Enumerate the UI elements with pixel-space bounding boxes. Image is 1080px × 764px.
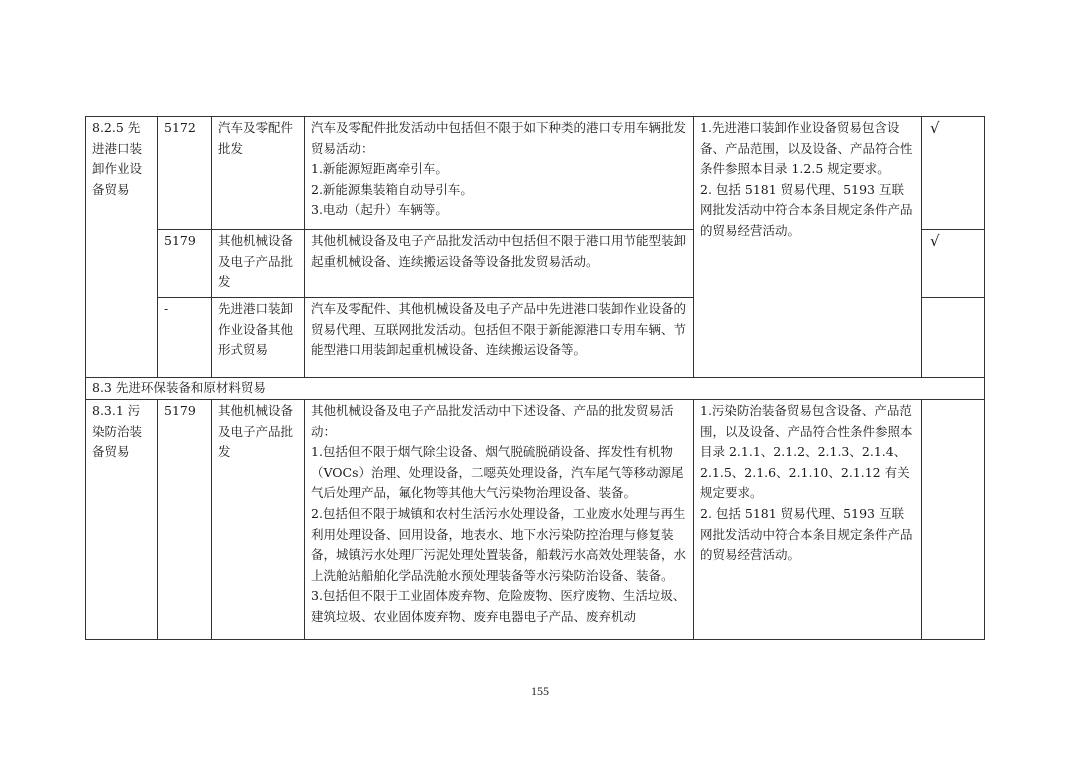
description-line: 2.新能源集装箱自动导引车。 (311, 181, 473, 197)
notes-cell (694, 400, 922, 640)
section-label-cell (86, 400, 158, 640)
description-cell (305, 117, 694, 230)
note-line: 1.先进港口装卸作业设备贸易包含设备、产品范围，以及设备、产品符合性条件参照本目录 1.2.5 规定要求。 (700, 120, 913, 177)
checkmark-cell (922, 400, 985, 640)
table-row (86, 117, 985, 230)
section-label: 8.3.1 污染防治装备贸易 (92, 403, 143, 460)
industry-category: 其他机械设备及电子产品批发 (212, 400, 305, 640)
industry-category: 汽车及零配件批发 (212, 117, 305, 230)
table-row (86, 400, 985, 640)
catalog-table (85, 116, 985, 640)
section-heading: 8.3 先进环保装备和原材料贸易 (86, 378, 985, 400)
notes-cell (694, 117, 922, 378)
description-line: 1.包括但不限于烟气除尘设备、烟气脱硫脱硝设备、挥发性有机物（VOCs）治理、处理设备，二噁英处理设备，汽车尾气等移动源尾气后处理产品，氟化物等其他大气污染物治理设备、装备。 (311, 444, 684, 501)
industry-code: 5172 (158, 117, 212, 230)
note-line: 2. 包括 5181 贸易代理、5193 互联网批发活动中符合本条目规定条件产品的贸易经营活动。 (700, 181, 913, 238)
checkmark-icon: √ (922, 117, 985, 230)
industry-code: 5179 (158, 400, 212, 640)
section-label-cell (86, 117, 158, 378)
description-line: 其他机械设备及电子产品批发活动中下述设备、产品的批发贸易活动： (311, 403, 674, 439)
industry-code: - (158, 298, 212, 378)
industry-category: 先进港口装卸作业设备其他形式贸易 (212, 298, 305, 378)
industry-code: 5179 (158, 230, 212, 298)
description-line: 3.电动（起升）车辆等。 (311, 202, 448, 218)
description-cell (305, 230, 694, 298)
description-line: 2.包括但不限于城镇和农村生活污水处理设备，工业废水处理与再生利用处理设备、回用设备，地表水、地下水污染防控治理与修复装备，城镇污水处理厂污泥处理处置装备，船载污水高效处理装备，水上洗舱站船舶化学品洗舱水预处理装备等水污染防治设备、装备。 (311, 505, 687, 583)
page-number: 155 (531, 684, 549, 698)
checkmark-icon: √ (922, 230, 985, 298)
checkmark-cell (922, 298, 985, 378)
description-line: 其他机械设备及电子产品批发活动中包括但不限于港口用节能型装卸起重机械设备、连续搬运设备等设备批发贸易活动。 (311, 233, 687, 269)
description-cell (305, 298, 694, 378)
description-line: 1.新能源短距离牵引车。 (311, 161, 448, 177)
note-line: 2. 包括 5181 贸易代理、5193 互联网批发活动中符合本条目规定条件产品的贸易经营活动。 (700, 505, 913, 563)
section-heading-row (86, 378, 985, 400)
description-line: 汽车及零配件批发活动中包括但不限于如下种类的港口专用车辆批发贸易活动： (311, 120, 687, 156)
description-line: 汽车及零配件、其他机械设备及电子产品中先进港口装卸作业设备的贸易代理、互联网批发活动。包括但不限于新能源港口专用车辆、节能型港口用装卸起重机械设备、连续搬运设备等。 (311, 301, 687, 358)
note-line: 1.污染防治装备贸易包含设备、产品范围，以及设备、产品符合性条件参照本目录 2.1.1、2.1.2、2.1.3、2.1.4、2.1.5、2.1.6、2.1.10、2.1.12 有关规定要求。 (700, 403, 913, 501)
industry-category: 其他机械设备及电子产品批发 (212, 230, 305, 298)
section-label: 8.2.5 先进港口装卸作业设备贸易 (92, 120, 143, 197)
description-line: 3.包括但不限于工业固体废弃物、危险废物、医疗废物、生活垃圾、建筑垃圾、农业固体废弃物、废弃电器电子产品、废弃机动 (311, 588, 686, 624)
description-cell (305, 400, 694, 640)
